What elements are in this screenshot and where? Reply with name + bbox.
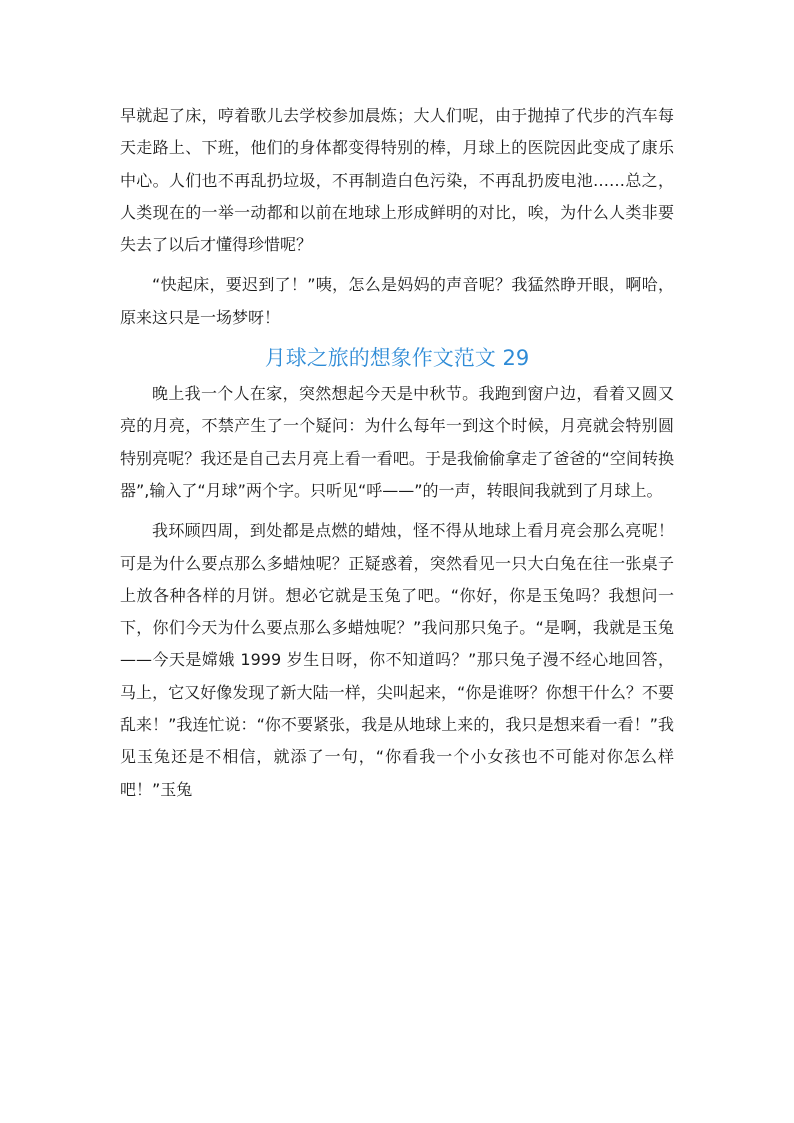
paragraph-wake-up: “快起床，要迟到了！”咦，怎么是妈妈的声音呢？我猛然睁开眼，啊哈，原来这只是一场梦呀！ [120, 275, 674, 327]
section-heading: 月球之旅的想象作文范文 29 [264, 346, 530, 371]
paragraph-mid-autumn: 晚上我一个人在家，突然想起今天是中秋节。我跑到窗户边，看着又圆又亮的月亮，不禁产生了一个疑问：为什么每年一到这个时候，月亮就会特别圆特别亮呢？我还是自己去月亮上看一看吧。于是我偷偷拿走了爸爸的“空间转换器”,输入了“月球”两个字。只听见“呼——”的一声，转眼间我就到了月球上。 [120, 384, 674, 500]
document-body [120, 100, 674, 806]
paragraph-continuation: 早就起了床，哼着歌儿去学校参加晨炼；大人们呢，由于抛掉了代步的汽车每天走路上、下班，他们的身体都变得特别的棒，月球上的医院因此变成了康乐中心。人们也不再乱扔垃圾，不再制造白色污染，不再乱扔废电池……总之，人类现在的一举一动都和以前在地球上形成鲜明的对比，唉，为什么人类非要失去了以后才懂得珍惜呢？ [120, 106, 674, 255]
paragraph-jade-rabbit: 我环顾四周，到处都是点燃的蜡烛，怪不得从地球上看月亮会那么亮呢！可是为什么要点那么多蜡烛呢？正疑惑着，突然看见一只大白兔在往一张桌子上放各种各样的月饼。想必它就是玉兔了吧。“你好，你是玉兔吗？我想问一下，你们今天为什么要点那么多蜡烛呢？”我问那只兔子。“是啊，我就是玉兔——今天是嫦娥 1999 岁生日呀，你不知道吗？”那只兔子漫不经心地回答，马上，它又好像发现了新大陆一样，尖叫起来，“你是谁呀？你想干什么？不要乱来！”我连忙说：“你不要紧张，我是从地球上来的，我只是想来看一看！”我见玉兔还是不相信，就添了一句，“你看我一个小女孩也不可能对你怎么样吧！”玉兔 [120, 521, 674, 799]
